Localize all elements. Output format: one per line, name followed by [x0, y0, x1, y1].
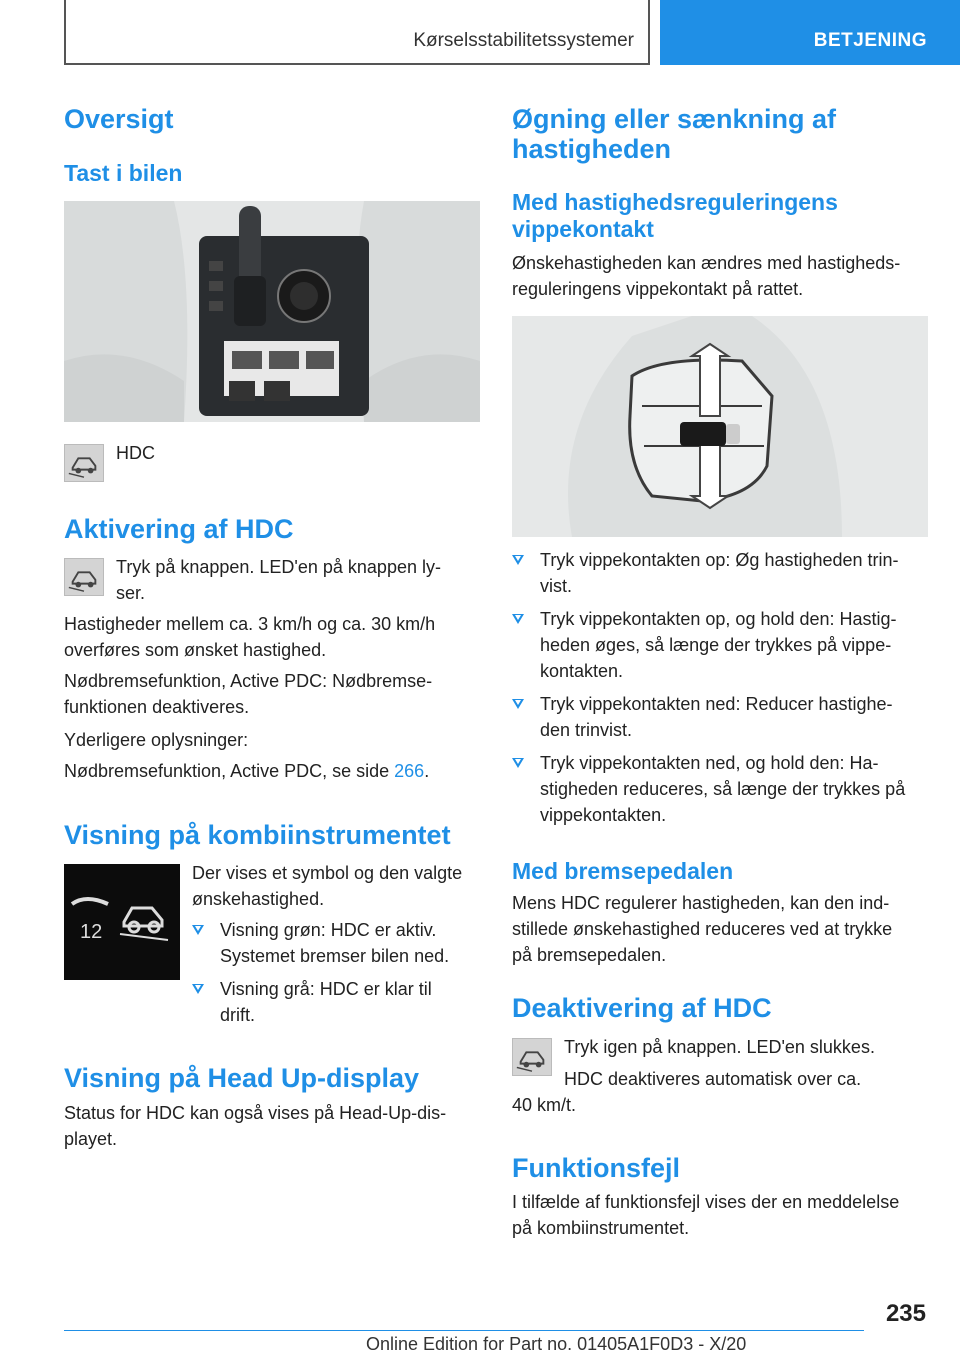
- more-info-label: Yderligere oplysninger:: [64, 730, 249, 750]
- rocker-switch-illustration: [512, 316, 928, 537]
- auto-deactivate-speed: 40 km/t.: [512, 1095, 577, 1115]
- console-illustration: [64, 201, 480, 422]
- cluster-text: Der vises et symbol og den valgte ønskehastighed.: [192, 863, 463, 909]
- list-item: Visning grå: HDC er klar til drift.: [192, 976, 482, 1028]
- hdc-button-icon: [512, 1038, 552, 1076]
- heading-malfunction: Funktionsfejl: [512, 1153, 680, 1183]
- cluster-bullet-list: [192, 917, 482, 1035]
- steering-wheel-image: [512, 316, 928, 537]
- cluster-speed-value: 12: [80, 921, 103, 943]
- heading-button-in-car: Tast i bilen: [64, 160, 183, 186]
- reference-text: Nødbremsefunktion, Active PDC, se side 266.: [64, 761, 430, 781]
- auto-deactivate-text: HDC deaktiveres automatisk over ca.: [564, 1069, 862, 1089]
- heading-cluster-display: Visning på kombiinstrumentet: [64, 820, 451, 850]
- footer-edition: Online Edition for Part no. 01405A1F0D3 - X/20: [366, 1334, 747, 1354]
- bullet-triangle-icon: [512, 614, 524, 624]
- hdc-button-icon: [64, 558, 104, 596]
- activate-text: Tryk på knappen. LED'en på knappen ly- ser.: [116, 557, 441, 603]
- cluster-display-image: [64, 864, 180, 980]
- bullet-triangle-icon: [512, 758, 524, 768]
- hud-text: Status for HDC kan også vises på Head-Up-dis- playet.: [64, 1103, 447, 1149]
- list-item: Tryk vippekontakten op: Øg hastigheden trin- vist.: [512, 547, 928, 599]
- list-item: Tryk vippekontakten ned: Reducer hastighe- den trinvist.: [512, 691, 928, 743]
- cluster-hdc-symbol: [64, 864, 180, 980]
- bullet-triangle-icon: [512, 555, 524, 565]
- header-chapter-tab: [660, 0, 960, 65]
- hdc-button-icon: [64, 444, 104, 482]
- header-chapter-title: BETJENING: [813, 30, 927, 51]
- footer-divider: [64, 1330, 864, 1331]
- heading-activate-hdc: Aktivering af HDC: [64, 514, 294, 544]
- heading-rocker-switch: Med hastighedsreguleringens vippekontakt: [512, 189, 838, 242]
- malfunction-text: I tilfælde af funktionsfejl vises der en meddelelse på kombiinstrumentet.: [512, 1192, 900, 1238]
- bullet-triangle-icon: [192, 925, 204, 935]
- console-image: [64, 201, 480, 422]
- hdc-label: HDC: [116, 443, 155, 463]
- deactivate-text: Tryk igen på knappen. LED'en slukkes.: [564, 1037, 875, 1057]
- page-number: 235: [885, 1300, 926, 1327]
- rocker-bullet-list: [512, 547, 928, 835]
- brake-pedal-text: Mens HDC regulerer hastigheden, kan den ind- stillede ønskehastighed reduceres ved at trykke på bremsepedalen.: [512, 893, 893, 965]
- list-item: Tryk vippekontakten ned, og hold den: Ha- stigheden reduceres, så længe der trykkes på vippekontakten.: [512, 750, 928, 828]
- heading-brake-pedal: Med bremsepedalen: [512, 858, 734, 884]
- header-section-title: Kørselsstabilitetssystemer: [413, 30, 634, 51]
- heading-speed-adjust: Øgning eller sænkning af hastigheden: [512, 104, 837, 164]
- list-item: Visning grøn: HDC er aktiv. Systemet bremser bilen ned.: [192, 917, 482, 969]
- heading-head-up-display: Visning på Head Up-display: [64, 1063, 420, 1093]
- page-reference-link[interactable]: 266: [394, 761, 425, 781]
- list-item: Tryk vippekontakten op, og hold den: Hastig- heden øges, så længe der trykkes på vippe- kontakten.: [512, 606, 928, 684]
- bullet-triangle-icon: [192, 984, 204, 994]
- header-section-tab: [64, 0, 650, 65]
- speed-range-text: Hastigheder mellem ca. 3 km/h og ca. 30 km/h overføres som ønsket hastighed.: [64, 614, 436, 660]
- emergency-brake-text: Nødbremsefunktion, Active PDC: Nødbremse- funktionen deaktiveres.: [64, 671, 433, 717]
- bullet-triangle-icon: [512, 699, 524, 709]
- heading-overview: Oversigt: [64, 104, 174, 134]
- rocker-intro-text: Ønskehastigheden kan ændres med hastigheds- reguleringens vippekontakt på rattet.: [512, 253, 901, 299]
- heading-deactivate-hdc: Deaktivering af HDC: [512, 993, 772, 1023]
